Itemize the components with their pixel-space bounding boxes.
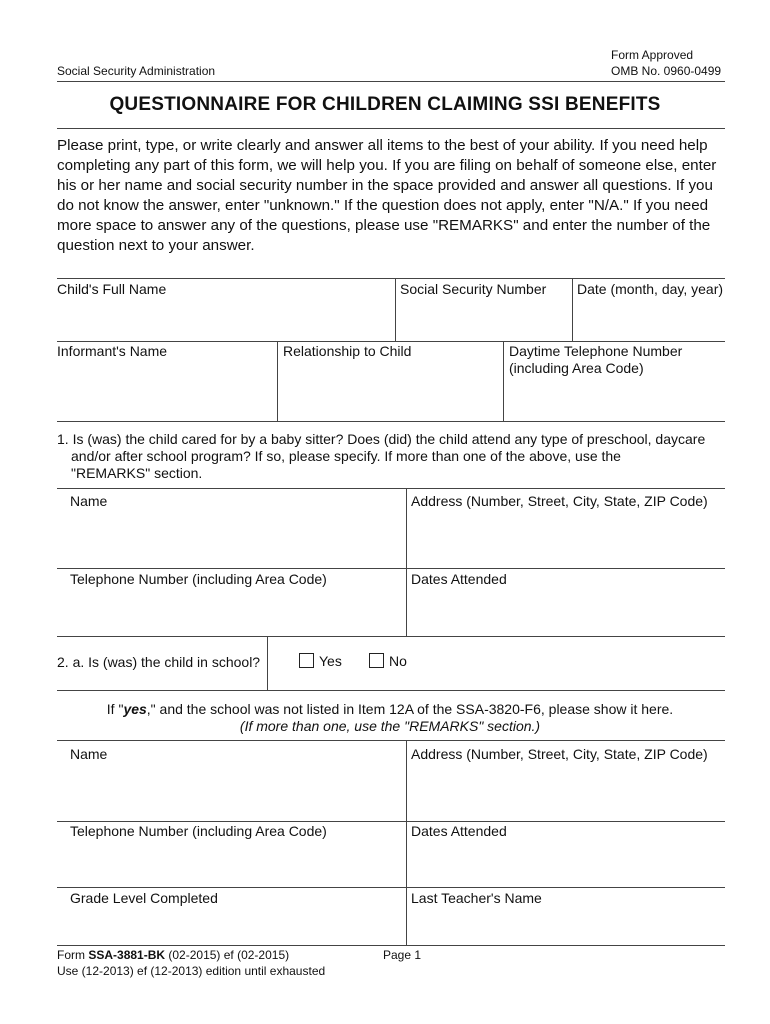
q2-table-top-rule bbox=[57, 740, 725, 741]
last-teacher-label: Last Teacher's Name bbox=[411, 890, 542, 906]
ssn-label: Social Security Number bbox=[400, 281, 547, 297]
relationship-label: Relationship to Child bbox=[283, 343, 412, 359]
yes-option[interactable] bbox=[299, 653, 342, 669]
date-field[interactable] bbox=[573, 300, 725, 340]
q2-bottom-rule bbox=[57, 945, 725, 946]
q2-name-label: Name bbox=[70, 746, 108, 762]
form-suffix: (02-2015) ef (02-2015) bbox=[165, 948, 290, 962]
relationship-field[interactable] bbox=[278, 362, 502, 420]
yes-checkbox[interactable] bbox=[299, 653, 314, 668]
no-option[interactable] bbox=[369, 653, 407, 669]
q2-name-field[interactable] bbox=[57, 765, 405, 820]
informant-bottom-rule bbox=[57, 421, 725, 422]
form-approved-label: Form Approved bbox=[611, 48, 694, 62]
child-full-name-label: Child's Full Name bbox=[57, 281, 167, 297]
informant-name-label: Informant's Name bbox=[57, 343, 168, 359]
if-yes-suffix: ," and the school was not listed in Item 12A of the SSA-3820-F6, please show it here. bbox=[146, 701, 674, 717]
page-title: QUESTIONNAIRE FOR CHILDREN CLAIMING SSI BENEFITS bbox=[109, 94, 661, 115]
if-yes-instruction bbox=[0, 701, 770, 717]
q2a-bottom-rule bbox=[57, 690, 725, 691]
no-label: No bbox=[389, 653, 407, 669]
omb-number: OMB No. 0960-0499 bbox=[611, 64, 722, 78]
last-teacher-field[interactable] bbox=[407, 909, 725, 944]
agency-name: Social Security Administration bbox=[57, 64, 216, 78]
ssn-field[interactable] bbox=[396, 300, 571, 340]
q1-dates-field[interactable] bbox=[407, 590, 725, 635]
question-2a-text: 2. a. Is (was) the child in school? bbox=[57, 654, 261, 670]
q2-dates-label: Dates Attended bbox=[411, 823, 507, 839]
question-1-text-line2: and/or after school program? If so, please specify. If more than one of the above, use the bbox=[71, 448, 621, 464]
page-number: Page 1 bbox=[383, 948, 422, 962]
q2-address-field[interactable] bbox=[407, 765, 725, 820]
grade-level-label: Grade Level Completed bbox=[70, 890, 218, 906]
form-prefix: Form bbox=[57, 948, 89, 962]
q2-dates-field[interactable] bbox=[407, 842, 725, 886]
date-label: Date (month, day, year) bbox=[577, 281, 724, 297]
q2-address-label: Address (Number, Street, City, State, ZIP Code) bbox=[411, 746, 708, 762]
child-info-top-rule bbox=[57, 278, 725, 279]
question-1-text-line3: "REMARKS" section. bbox=[71, 465, 203, 481]
form-number bbox=[57, 948, 289, 962]
q1-phone-label: Telephone Number (including Area Code) bbox=[70, 571, 327, 587]
daytime-phone-label: Daytime Telephone Number bbox=[509, 343, 683, 359]
question-1-text: 1. Is (was) the child cared for by a baby sitter? Does (did) the child attend any type of preschool, daycare bbox=[57, 431, 706, 447]
q2-phone-field[interactable] bbox=[57, 842, 405, 886]
q1-phone-field[interactable] bbox=[57, 590, 405, 635]
yes-label: Yes bbox=[319, 653, 342, 669]
informant-top-rule bbox=[57, 341, 725, 342]
q2-mid-rule bbox=[57, 821, 725, 822]
q1-name-label: Name bbox=[70, 493, 108, 509]
grade-level-field[interactable] bbox=[57, 909, 405, 944]
if-yes-prefix: If " bbox=[106, 701, 124, 717]
if-yes-emphasis: yes bbox=[123, 701, 147, 717]
q1-table-top-rule bbox=[57, 488, 725, 489]
informant-name-field[interactable] bbox=[57, 362, 276, 420]
daytime-phone-sublabel: (including Area Code) bbox=[509, 360, 644, 376]
q2-lower-rule bbox=[57, 887, 725, 888]
daytime-phone-field[interactable] bbox=[504, 380, 725, 420]
q1-mid-rule bbox=[57, 568, 725, 569]
q1-address-label: Address (Number, Street, City, State, ZIP Code) bbox=[411, 493, 708, 509]
no-checkbox[interactable] bbox=[369, 653, 384, 668]
instructions-paragraph: Please print, type, or write clearly and answer all items to the best of your ability. If you need help completing any part of this form, we will help you. If you are filing on behalf of someone else, enter his or her name and social security number in the space provided and answer all questions. If you do not know the answer, enter "unknown." If the question does not apply, enter "N/A." If you need more space to answer any of the questions, please use "REMARKS" and enter the number of the question next to your answer. bbox=[57, 137, 717, 254]
q1-dates-label: Dates Attended bbox=[411, 571, 507, 587]
q1-address-field[interactable] bbox=[407, 512, 725, 567]
q1-bottom-rule bbox=[57, 636, 725, 637]
q1-name-field[interactable] bbox=[57, 512, 405, 567]
form-number-bold: SSA-3881-BK bbox=[88, 948, 166, 962]
q2-phone-label: Telephone Number (including Area Code) bbox=[70, 823, 327, 839]
edition-note: Use (12-2013) ef (12-2013) edition until exhausted bbox=[57, 964, 326, 978]
column-divider bbox=[267, 636, 268, 690]
title-rule bbox=[57, 128, 725, 129]
child-full-name-field[interactable] bbox=[57, 300, 393, 340]
header-rule bbox=[57, 81, 725, 82]
remarks-note: (If more than one, use the "REMARKS" section.) bbox=[239, 718, 541, 734]
